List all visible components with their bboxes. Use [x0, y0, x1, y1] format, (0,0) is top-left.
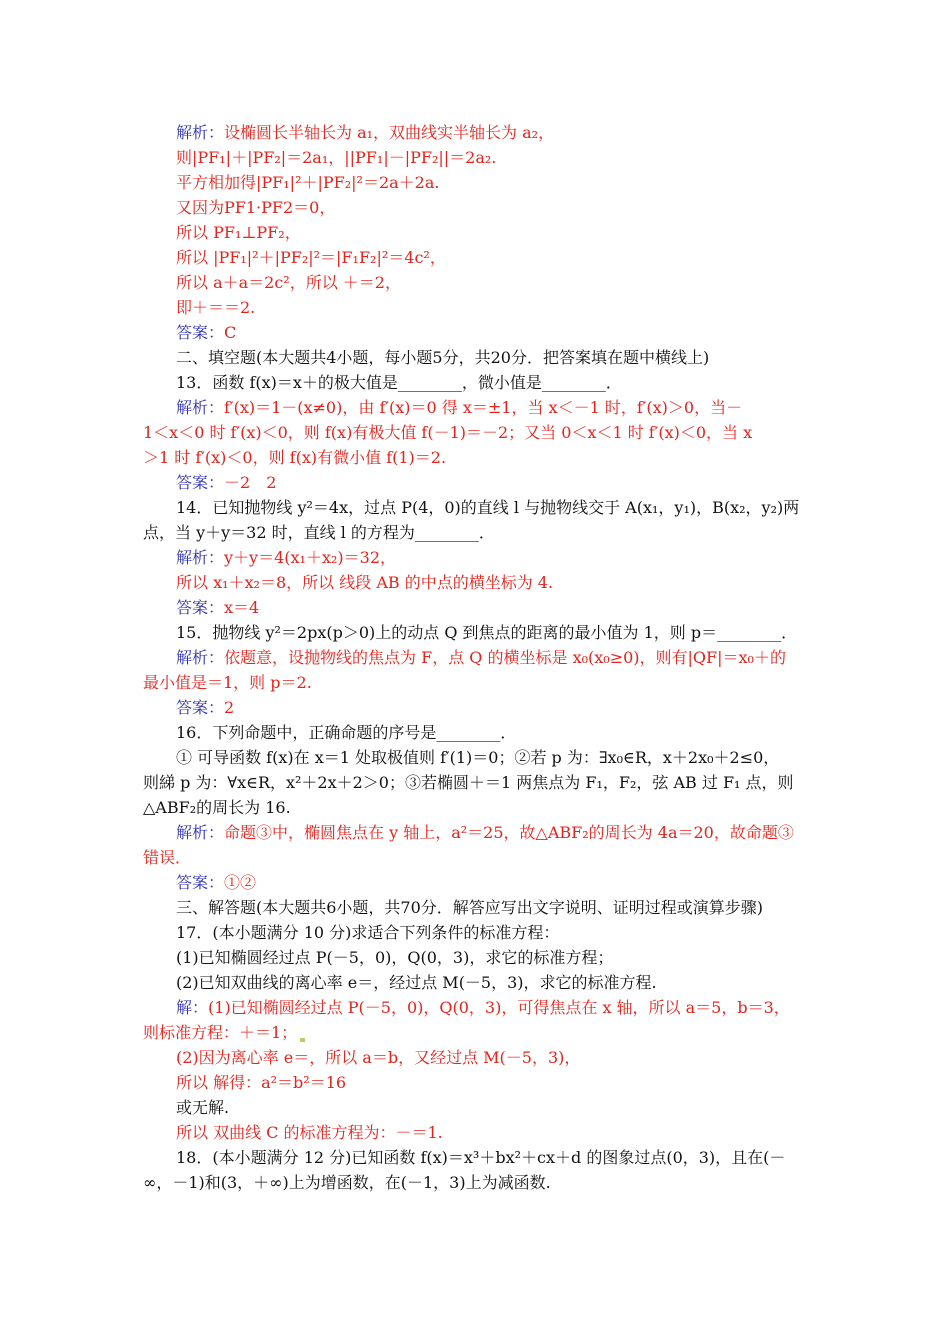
question-18-line-1 [176, 1147, 785, 1169]
line-text: 1＜x＜0 时 f′(x)＜0，则 f(x)有极大值 f(－1)＝－2；又当 0＜x＜1 时 f′(x)＜0，当 x [143, 423, 753, 442]
question-17 [176, 922, 559, 944]
answer-14 [176, 597, 259, 619]
line-text: 18．(本小题满分 12 分)已知函数 f(x)＝x³＋bx²＋cx＋d 的图象过点(0，3)，且在(－ [176, 1148, 786, 1167]
question-16-line-1 [176, 722, 516, 744]
question-18-line-2 [143, 1172, 551, 1194]
line-text: 所以 双曲线 C 的标准方程为：－＝1. [176, 1123, 443, 1142]
line-text: ∞，－1)和(3，＋∞)上为增函数，在(－1，3)上为减函数. [143, 1173, 551, 1192]
line-text: 则綈 p 为：∀x∈R，x²＋2x＋2＞0；③若椭圆＋＝1 两焦点为 F₁，F₂，弦 AB 过 F₁ 点，则 [143, 773, 794, 792]
line-text: 则|PF₁|＋|PF₂|＝2a₁，||PF₁|－|PF₂||＝2a₂. [176, 148, 497, 167]
analysis-ellipse-hyperbola-line-8 [176, 297, 255, 319]
answer-value: 2 [224, 698, 235, 717]
line-text: (2)已知双曲线的离心率 e＝，经过点 M(－5，3)，求它的标准方程. [176, 973, 657, 992]
line-text: 15．抛物线 y²＝2px(p＞0)上的动点 Q 到焦点的距离的最小值为 1，则 p＝________． [176, 623, 798, 642]
line-text: 最小值是＝1，则 p＝2. [143, 673, 312, 692]
line-text: 依题意，设抛物线的焦点为 F，点 Q 的横坐标是 x₀(x₀≥0)，则有|QF|＝x₀＋的 [224, 648, 786, 667]
stray-mark [300, 1038, 305, 1042]
analysis-ellipse-hyperbola-line-1 [176, 122, 554, 144]
line-text: 二、填空题(本大题共4小题，每小题5分，共20分．把答案填在题中横线上) [176, 348, 710, 367]
solution-17-line-6 [176, 1122, 443, 1144]
question-14-line-1 [176, 497, 799, 519]
question-13 [176, 372, 622, 394]
answer-12 [176, 322, 236, 344]
line-text: (1)已知椭圆经过点 P(－5，0)，Q(0，3)，求它的标准方程； [176, 948, 614, 967]
line-text: 17．(本小题满分 10 分)求适合下列条件的标准方程： [176, 923, 560, 942]
line-text: (1)已知椭圆经过点 P(－5，0)，Q(0，3)，可得焦点在 x 轴，所以 a＝5，b＝3， [208, 998, 790, 1017]
answer-value: －2 2 [224, 473, 277, 492]
answer-label: 答案： [176, 323, 225, 342]
section-heading-fill-in [176, 347, 709, 369]
solution-17-line-3 [176, 1047, 580, 1069]
answer-value: x＝4 [224, 598, 260, 617]
answer-value: C [224, 323, 237, 342]
solution-17-line-4 [176, 1072, 346, 1094]
line-text: 所以 a＋a＝2c²，所以 ＋＝2， [176, 273, 401, 292]
solution-17-line-5 [176, 1097, 229, 1119]
line-text: 平方相加得|PF₁|²＋|PF₂|²＝2a＋2a. [176, 173, 440, 192]
line-text: ＞1 时 f′(x)＜0，则 f(x)有微小值 f(1)＝2. [143, 448, 447, 467]
solution-label: 解： [176, 998, 209, 1017]
answer-16 [176, 872, 256, 894]
answer-value: ①② [224, 873, 257, 892]
analysis-label: 解析： [176, 398, 225, 417]
analysis-13-line-2 [143, 422, 752, 444]
analysis-ellipse-hyperbola-line-7 [176, 272, 401, 294]
question-15 [176, 622, 797, 644]
solution-17-line-1 [176, 997, 790, 1019]
analysis-label: 解析： [176, 648, 225, 667]
analysis-13-line-3 [143, 447, 446, 469]
line-text: 又因为PF1·PF2＝0， [176, 198, 336, 217]
line-text: △ABF₂的周长为 16. [143, 798, 291, 817]
analysis-ellipse-hyperbola-line-3 [176, 172, 439, 194]
analysis-ellipse-hyperbola-line-5 [176, 222, 301, 244]
line-text: 命题③中，椭圆焦点在 y 轴上，a²＝25，故△ABF₂的周长为 4a＝20，故命题③ [224, 823, 794, 842]
line-text: ① 可导函数 f(x)在 x＝1 处取极值则 f′(1)＝0；②若 p 为：∃x₀∈R，x＋2x₀＋2≤0， [176, 748, 780, 767]
question-17-part-2 [176, 972, 657, 994]
analysis-16-line-2 [143, 847, 191, 869]
line-text: 所以 解得：a²＝b²＝16 [176, 1073, 347, 1092]
line-text: 14．已知抛物线 y²＝4x，过点 P(4，0)的直线 l 与抛物线交于 A(x₁，y₁)，B(x₂，y₂)两 [176, 498, 800, 517]
line-text: 所以 |PF₁|²＋|PF₂|²＝|F₁F₂|²＝4c²， [176, 248, 446, 267]
analysis-16-line-1 [176, 822, 794, 844]
line-text: 则标准方程：＋＝1； [143, 1023, 298, 1042]
line-text: 16．下列命题中，正确命题的序号是________． [176, 723, 517, 742]
analysis-label: 解析： [176, 123, 225, 142]
line-text: 三、解答题(本大题共6小题，共70分．解答应写出文字说明、证明过程或演算步骤) [176, 898, 764, 917]
line-text: 错误． [143, 848, 192, 867]
analysis-label: 解析： [176, 823, 225, 842]
answer-label: 答案： [176, 473, 225, 492]
analysis-13-line-1 [176, 397, 742, 419]
section-heading-solutions [176, 897, 763, 919]
line-text: 点，当 y＋y＝32 时，直线 l 的方程为________． [143, 523, 495, 542]
analysis-15-line-2 [143, 672, 312, 694]
analysis-ellipse-hyperbola-line-4 [176, 197, 335, 219]
question-16-line-4 [143, 797, 291, 819]
question-17-part-1 [176, 947, 613, 969]
question-16-line-3 [143, 772, 794, 794]
analysis-15-line-1 [176, 647, 786, 669]
line-text: 13．函数 f(x)＝x＋的极大值是________，微小值是________． [176, 373, 622, 392]
question-16-line-2 [176, 747, 779, 769]
answer-label: 答案： [176, 698, 225, 717]
answer-15 [176, 697, 234, 719]
line-text: 所以 x₁＋x₂＝8，所以 线段 AB 的中点的横坐标为 4. [176, 573, 554, 592]
answer-label: 答案： [176, 873, 225, 892]
line-text: y＋y＝4(x₁＋x₂)＝32， [224, 548, 396, 567]
line-text: 即＋＝＝2. [176, 298, 256, 317]
line-text: 所以 PF₁⊥PF₂， [176, 223, 301, 242]
analysis-14-line-1 [176, 547, 396, 569]
analysis-ellipse-hyperbola-line-2 [176, 147, 496, 169]
line-text: 设椭圆长半轴长为 a₁，双曲线实半轴长为 a₂， [224, 123, 555, 142]
line-text: (2)因为离心率 e＝，所以 a＝b，又经过点 M(－5，3)， [176, 1048, 581, 1067]
line-text: 或无解. [176, 1098, 230, 1117]
line-text: f′(x)＝1－(x≠0)，由 f′(x)＝0 得 x＝±1，当 x＜－1 时，f′(x)＞0，当－ [224, 398, 743, 417]
analysis-ellipse-hyperbola-line-6 [176, 247, 446, 269]
analysis-label: 解析： [176, 548, 225, 567]
question-14-line-2 [143, 522, 495, 544]
solution-17-line-2 [143, 1022, 297, 1044]
answer-label: 答案： [176, 598, 225, 617]
analysis-14-line-2 [176, 572, 553, 594]
answer-13 [176, 472, 276, 494]
